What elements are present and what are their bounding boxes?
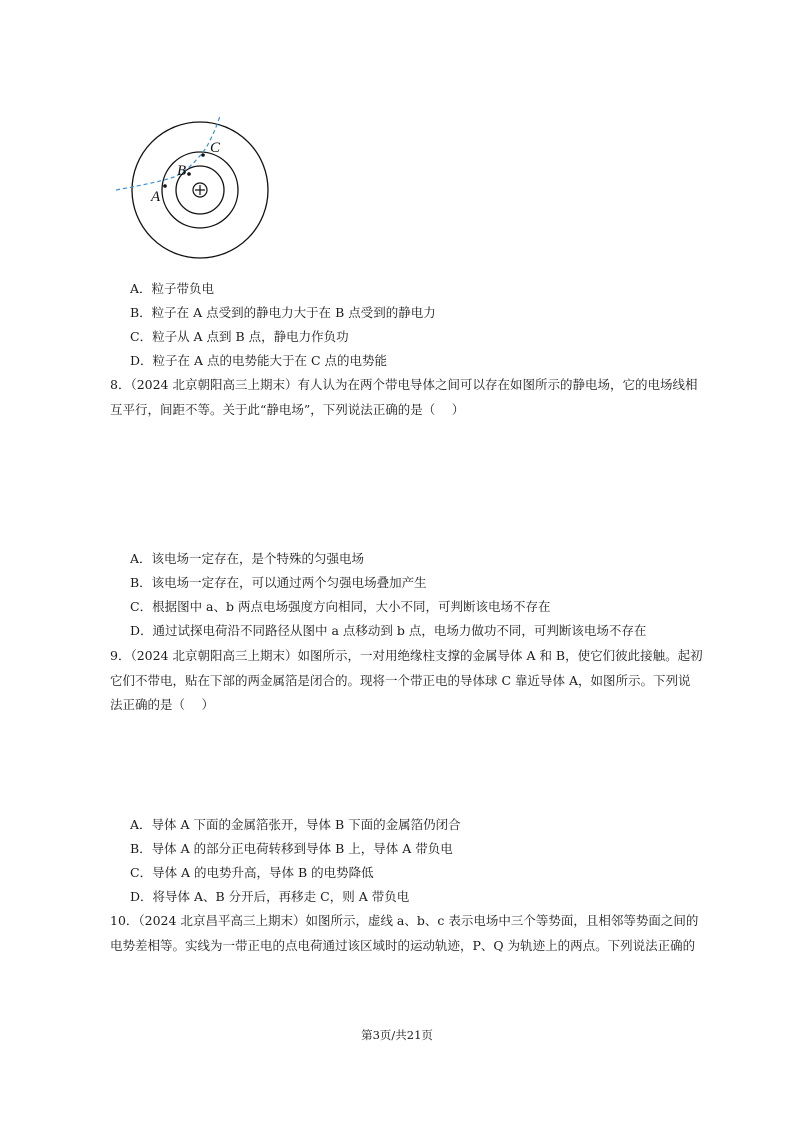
q8-stem-line2: 互平行，间距不等。关于此“静电场”，下列说法正确的是（ ） xyxy=(110,402,465,417)
q8-option-d: D．通过试探电荷沿不同路径从图中 a 点移动到 b 点，电场力做功不同，可判断该电场不存在 xyxy=(130,623,647,638)
q8-stem-line1: 8．（2024 北京朝阳高三上期末）有人认为在两个带电导体之间可以存在如图所示的静电场，它的电场线相 xyxy=(110,377,698,392)
equipotential-figure xyxy=(110,112,290,262)
q9-stem-line2: 它们不带电，贴在下部的两金属箔是闭合的。现将一个带正电的导体球 C 靠近导体 A，如图所示。下列说 xyxy=(110,673,691,688)
q8-option-c: C．根据图中 a、b 两点电场强度方向相同，大小不同，可判断该电场不存在 xyxy=(130,599,551,614)
q7-option-b: B．粒子在 A 点受到的静电力大于在 B 点受到的静电力 xyxy=(130,305,436,320)
point-a-dot xyxy=(163,184,167,188)
q9-stem-line3: 法正确的是（ ） xyxy=(110,697,214,712)
q9-option-b: B．导体 A 的部分正电荷转移到导体 B 上，导体 A 带负电 xyxy=(130,841,453,856)
q8-option-b: B．该电场一定存在，可以通过两个匀强电场叠加产生 xyxy=(130,575,427,590)
q10-stem-line1: 10．（2024 北京昌平高三上期末）如图所示，虚线 a、b、c 表示电场中三个等势面，且相邻等势面之间的 xyxy=(110,913,699,928)
q10-stem-line2: 电势差相等。实线为一带正电的点电荷通过该区域时的运动轨迹，P、Q 为轨迹上的两点。下列说法正确的 xyxy=(110,938,696,953)
q9-option-d: D．将导体 A、B 分开后，再移走 C，则 A 带负电 xyxy=(130,889,410,904)
point-b-dot xyxy=(187,172,191,176)
q9-stem-line1: 9．（2024 北京朝阳高三上期末）如图所示，一对用绝缘柱支撑的金属导体 A 和 B，使它们彼此接触。起初 xyxy=(110,648,703,663)
point-c-dot xyxy=(201,153,205,157)
q9-option-c: C．导体 A 的电势升高，导体 B 的电势降低 xyxy=(130,865,374,880)
page-number: 第3页/共21页 xyxy=(361,1028,433,1042)
q7-option-d: D．粒子在 A 点的电势能大于在 C 点的电势能 xyxy=(130,353,388,368)
q8-option-a: A．该电场一定存在，是个特殊的匀强电场 xyxy=(130,551,365,566)
q7-option-c: C．粒子从 A 点到 B 点，静电力作负功 xyxy=(130,329,349,344)
label-a: A xyxy=(151,189,161,205)
label-b: B xyxy=(177,163,187,179)
trajectory-path xyxy=(116,116,220,190)
q9-option-a: A．导体 A 下面的金属箔张开，导体 B 下面的金属箔仍闭合 xyxy=(130,817,461,832)
label-c: C xyxy=(210,140,221,156)
q7-option-a: A．粒子带负电 xyxy=(130,281,215,296)
